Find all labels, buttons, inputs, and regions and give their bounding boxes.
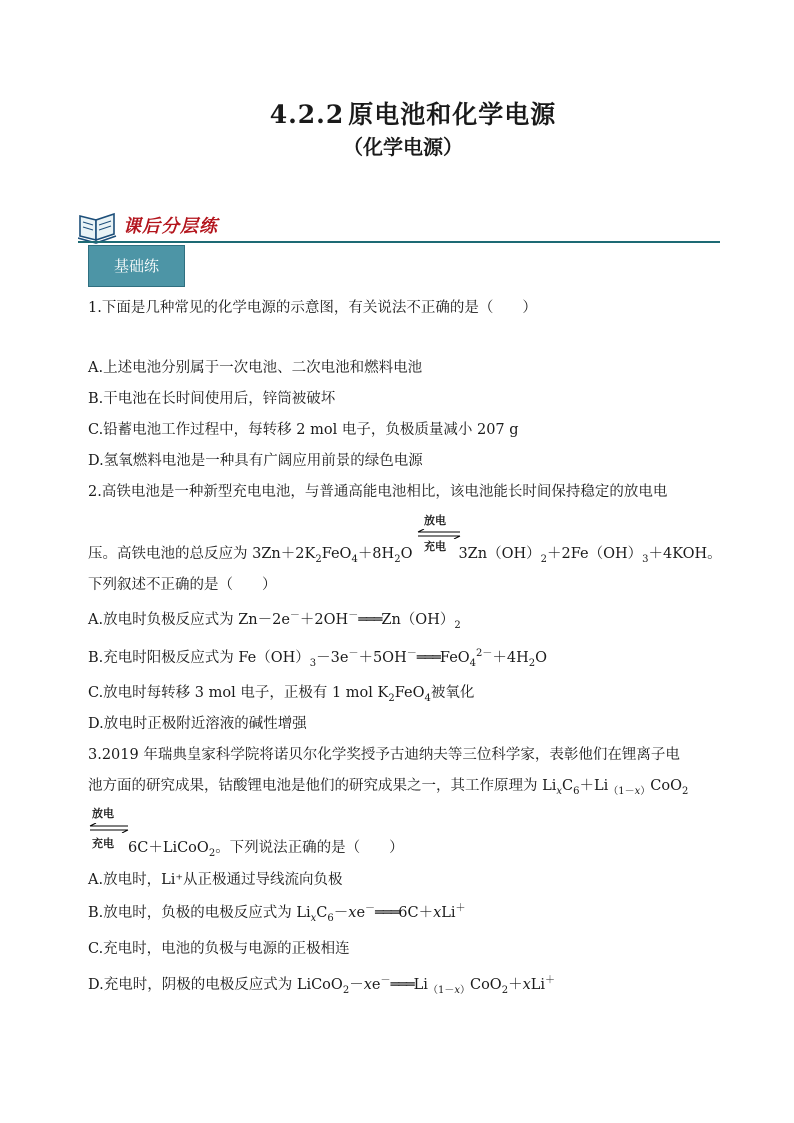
q1-option-c: C.铅蓄电池工作过程中，每转移 2 mol 电子，负极质量减小 207 g (88, 422, 519, 438)
section-divider (78, 241, 720, 243)
q1-option-d: D.氢氧燃料电池是一种具有广阔应用前景的绿色电源 (88, 453, 423, 469)
q2-option-b: B.充电时阳极反应式为 $Fe(OH)_3-3e^-+5OH^-═══FeO_4^{2-}+4H_2O$ (88, 648, 548, 669)
q2-stem-line2: 压。高铁电池的总反应为 $3Zn+2K_2FeO_4+8H_2O$ $3Zn(OH)_2+2Fe(OH)_3+4KOH$。 (88, 546, 722, 565)
page-subtitle (0, 131, 794, 160)
double-arrow-icon (88, 823, 134, 833)
book-icon (78, 210, 118, 244)
title-text: 原电池和化学电源 (348, 100, 557, 129)
q3-option-a: A.放电时，Li⁺从正极通过导线流向负极 (88, 872, 343, 888)
q3-option-c: C.充电时，电池的负极与电源的正极相连 (88, 941, 350, 957)
level-tag: 基础练 (88, 245, 185, 287)
q2-option-d: D.放电时正极附近溶液的碱性增强 (88, 716, 307, 732)
q1-stem: 1.下面是几种常见的化学电源的示意图，有关说法不正确的是（ ） (88, 300, 537, 316)
q3-arrow-top-label: 放电 (92, 807, 114, 820)
q2-option-c: C.放电时每转移 3 mol 电子，正极有 1 mol $K_2FeO_4$被氧化 (88, 685, 475, 704)
page-title (0, 95, 794, 131)
section-banner (78, 210, 720, 244)
title-number: 4.2.2 (269, 100, 345, 129)
q3-option-b: B.放电时，负极的电极反应式为 $Li_xC_6-xe^-═══6C+xLi^+$ (88, 903, 466, 924)
subtitle-text: （化学电源） (343, 135, 463, 159)
q2-option-a: A.放电时负极反应式为 $Zn-2e^-+2OH^-═══Zn(OH)_2$ (88, 610, 461, 631)
q1-option-a: A.上述电池分别属于一次电池、二次电池和燃料电池 (88, 360, 423, 376)
q1-option-b: B.干电池在长时间使用后，锌筒被破坏 (88, 391, 336, 407)
q3-arrow-bottom-label: 充电 (92, 837, 114, 850)
q3-stem-line3: 6C＋LiCoO$_2$。下列说法正确的是（ ） (128, 840, 404, 859)
q2-arrow-top-label: 放电 (424, 514, 446, 527)
q3-option-d: D.充电时，阴极的电极反应式为 $LiCoO_2-xe^-═══Li_{(1-x)}CoO_2+xLi^+$ (88, 975, 556, 996)
q2-arrow-bottom-label: 充电 (424, 540, 446, 553)
q2-stem-line1: 2.高铁电池是一种新型充电电池，与普通高能电池相比，该电池能长时间保持稳定的放电电 (88, 484, 668, 500)
section-title: 课后分层练 (123, 216, 218, 237)
q3-stem-line2: 池方面的研究成果，钴酸锂电池是他们的研究成果之一，其工作原理为 $Li_xC_6+Li_{(1-x)}CoO_2$ (88, 778, 689, 797)
q2-stem-line3: 下列叙述不正确的是（ ） (88, 577, 277, 593)
q3-stem-line1: 3.2019 年瑞典皇家科学院将诺贝尔化学奖授予古迪纳夫等三位科学家，表彰他们在锂离子电 (88, 747, 680, 763)
